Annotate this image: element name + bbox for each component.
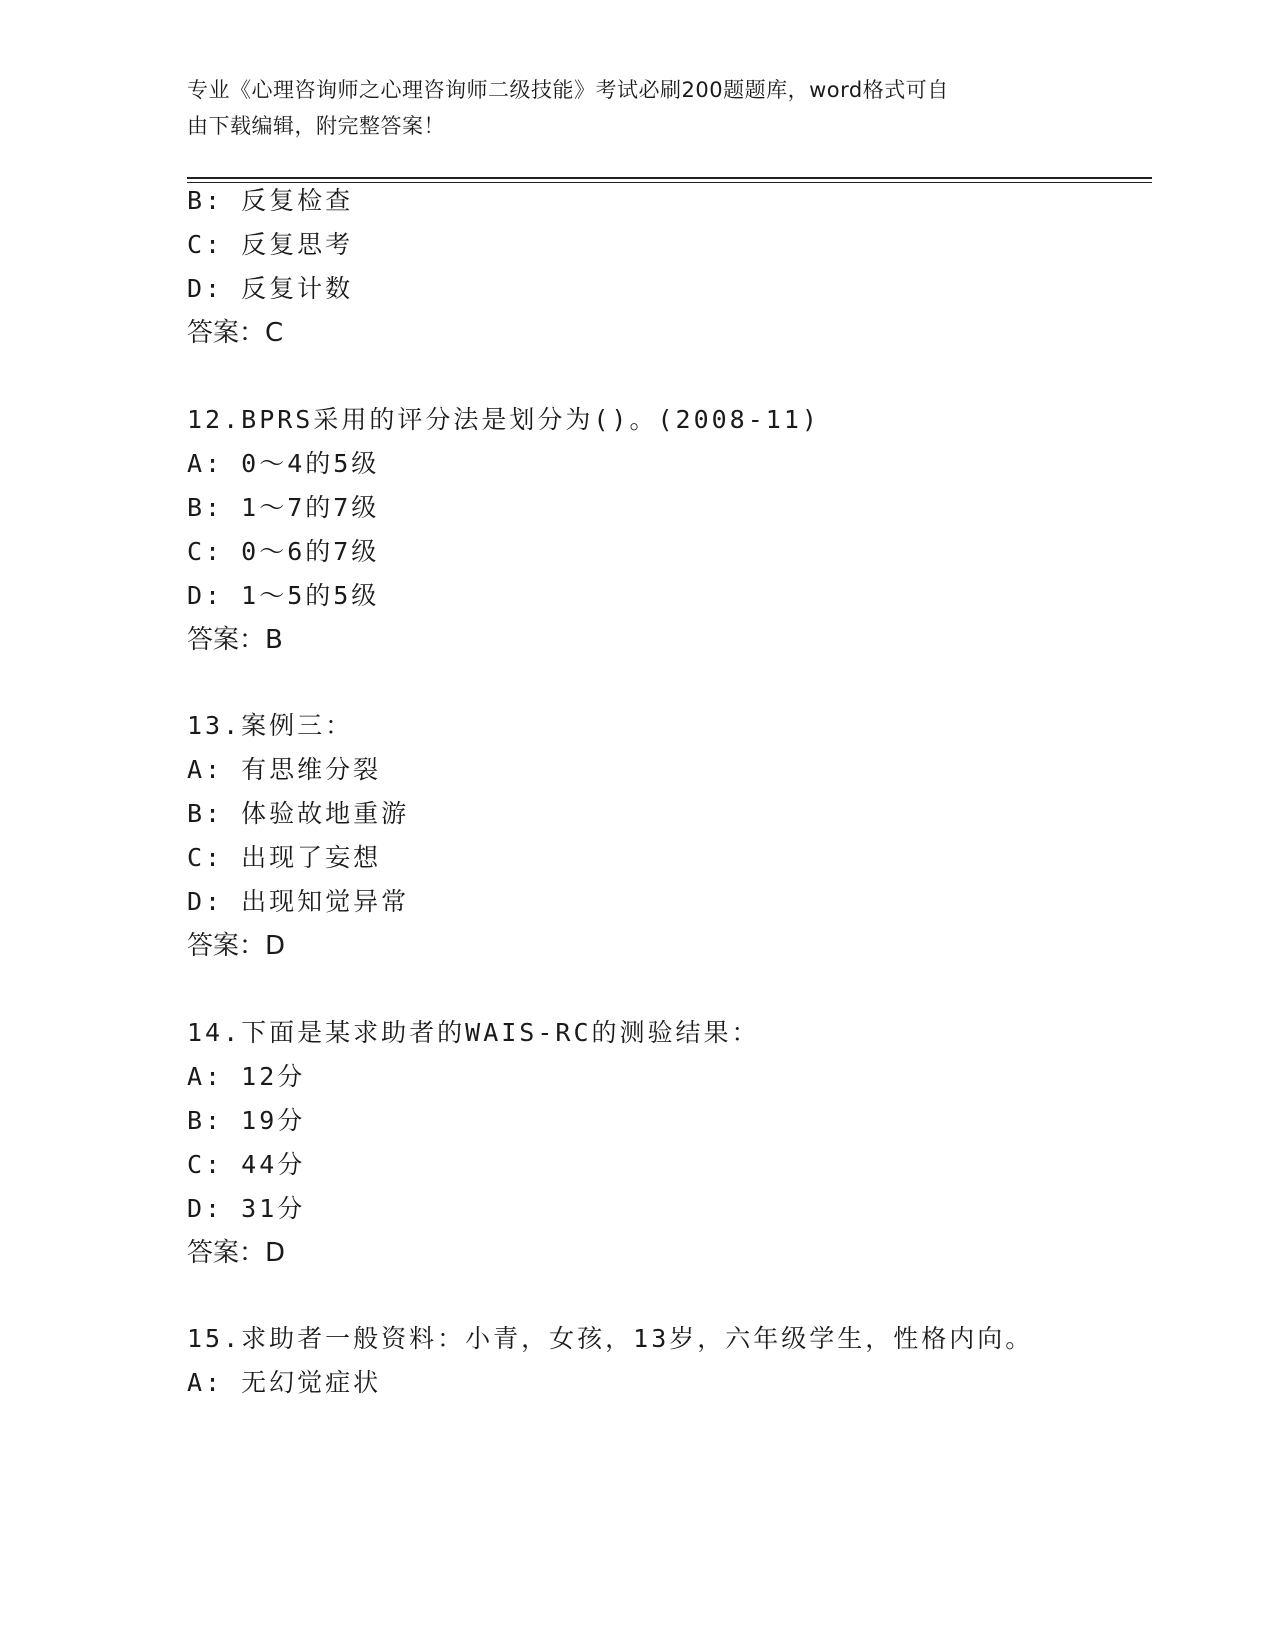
q14-option-b: B: 19分 <box>187 1106 306 1135</box>
q12-option-a: A: 0～4的5级 <box>187 449 380 478</box>
q12-option-b: B: 1～7的7级 <box>187 493 380 522</box>
header-line-2: 由下载编辑，附完整答案！ <box>187 114 445 138</box>
q13-option-c: C: 出现了妄想 <box>187 843 382 872</box>
q11-answer: 答案：C <box>187 318 284 348</box>
q12-option-c: C: 0～6的7级 <box>187 537 380 566</box>
q12-option-d: D: 1～5的5级 <box>187 581 380 610</box>
q13-answer: 答案：D <box>187 931 286 961</box>
q14-option-a: A: 12分 <box>187 1062 306 1091</box>
q12-title: 12.BPRS采用的评分法是划分为()。(2008-11) <box>187 405 820 434</box>
q13-option-a: A: 有思维分裂 <box>187 755 382 784</box>
header-line-1: 专业《心理咨询师之心理咨询师二级技能》考试必刷200题题库，word格式可自 <box>187 78 949 102</box>
q13-option-d: D: 出现知觉异常 <box>187 887 410 916</box>
q12-answer: 答案：B <box>187 625 283 655</box>
q15-title: 15.求助者一般资料：小青，女孩，13岁，六年级学生，性格内向。 <box>187 1324 1034 1353</box>
q14-title: 14.下面是某求助者的WAIS-RC的测验结果： <box>187 1018 760 1047</box>
q15-option-a: A: 无幻觉症状 <box>187 1368 382 1397</box>
header-divider-thick <box>187 177 1152 179</box>
q11-option-c: C: 反复思考 <box>187 230 354 259</box>
q14-option-d: D: 31分 <box>187 1194 306 1223</box>
q14-option-c: C: 44分 <box>187 1150 306 1179</box>
q14-answer: 答案：D <box>187 1238 286 1268</box>
q11-option-b: B: 反复检查 <box>187 186 354 215</box>
document-header <box>187 72 1067 144</box>
q11-option-d: D: 反复计数 <box>187 274 354 303</box>
q13-option-b: B: 体验故地重游 <box>187 799 410 828</box>
q13-title: 13.案例三： <box>187 711 354 740</box>
